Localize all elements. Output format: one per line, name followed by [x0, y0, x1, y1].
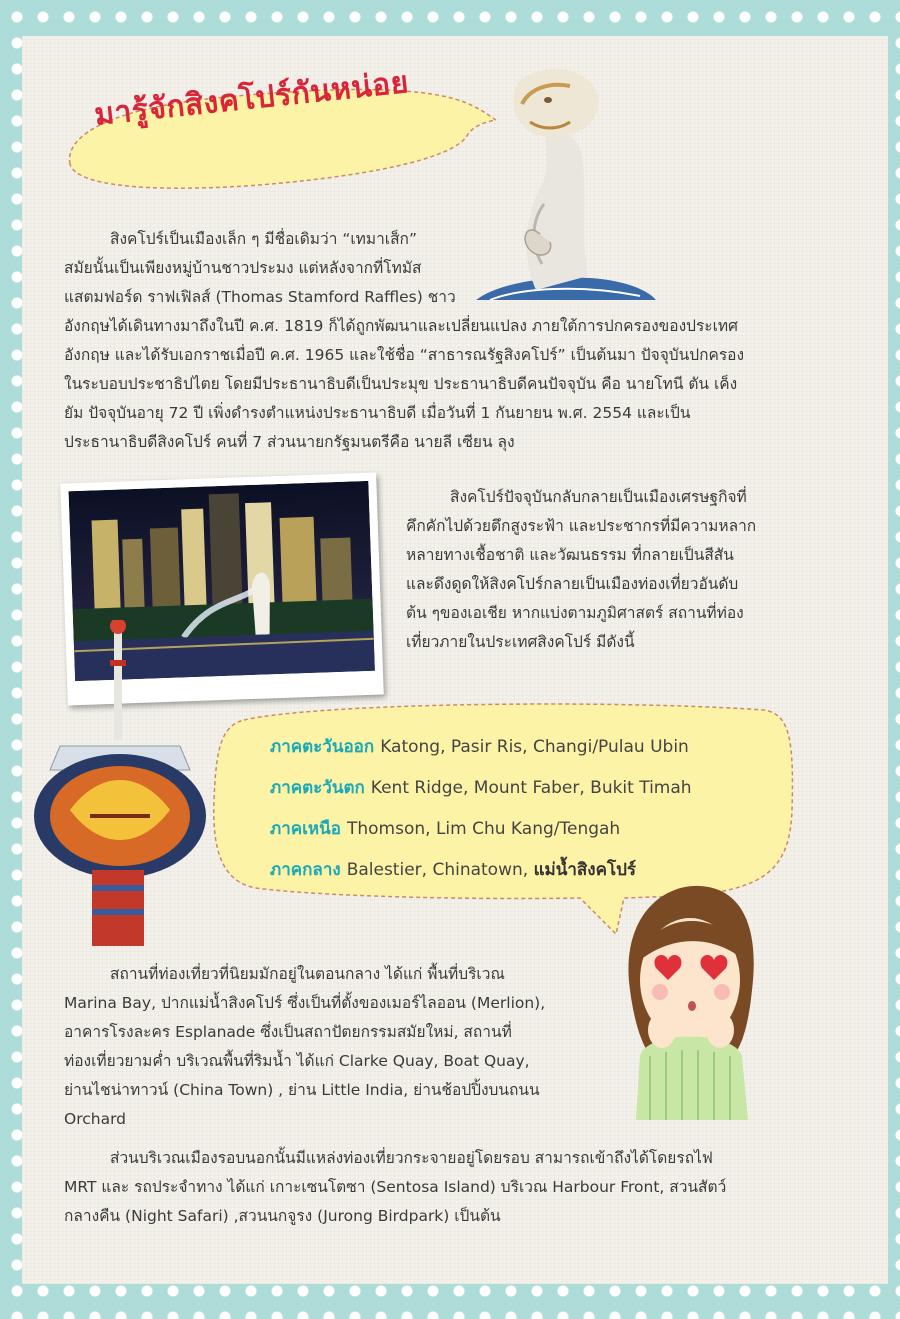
economy-line-3: หลายทางเชื้อชาติ และวัฒนธรรม ที่กลายเป็นสีสัน [406, 546, 734, 564]
region-central [270, 856, 636, 883]
intro-line-5: อังกฤษ และได้รับเอกราชเมื่อปี ค.ศ. 1965 และใช้ชื่อ “สาธารณรัฐสิงคโปร์” เป็นต้นมา ปัจจุบันปกครอง [64, 346, 745, 364]
central-line-5: ย่านไชน่าทาวน์ (China Town) , ย่าน Little India, ย่านช้อปปิ้งบนถนน [64, 1081, 540, 1099]
outer-line-2: MRT และ รถประจำทาง ได้แก่ เกาะเซนโตซา (Sentosa Island) บริเวณ Harbour Front, สวนสัตว์ [64, 1178, 727, 1196]
outer-line-1: ส่วนบริเวณเมืองรอบนอกนั้นมีแหล่งท่องเที่ยวกระจายอยู่โดยรอบ สามารถเข้าถึงได้โดยรถไฟ [110, 1149, 713, 1167]
central-line-4: ท่องเที่ยวยามค่ำ บริเวณพื้นที่ริมน้ำ ได้แก่ Clarke Quay, Boat Quay, [64, 1052, 530, 1070]
region-east [270, 733, 689, 760]
intro-line-8: ประธานาธิบดีสิงคโปร์ คนที่ 7 ส่วนนายกรัฐมนตรีคือ นายลี เซียน ลุง [64, 433, 515, 451]
intro-line-1: สิงคโปร์เป็นเมืองเล็ก ๆ มีชื่อเดิมว่า “เทมาเส็ก” [110, 230, 417, 248]
central-line-1: สถานที่ท่องเที่ยวที่นิยมมักอยู่ในตอนกลาง ได้แก่ พื้นที่บริเวณ [110, 965, 505, 983]
cartoon-girl-image [620, 880, 760, 1120]
region-east-places: Katong, Pasir Ris, Changi/Pulau Ubin [380, 737, 689, 757]
outer-line-3: กลางคืน (Night Safari) ,สวนนกจูรง (Jurong Birdpark) เป็นต้น [64, 1207, 501, 1225]
region-central-places: Balestier, Chinatown, [346, 860, 529, 880]
region-west-name: ภาคตะวันตก [270, 778, 365, 798]
page-title: มารู้จักสิงคโปร์กันหน่อย [92, 64, 411, 133]
region-central-river: แม่น้ำสิงคโปร์ [533, 860, 637, 880]
intro-line-6: ในระบอบประชาธิปไตย โดยมีประธานาธิบดีเป็นประมุข ประธานาธิบดีคนปัจจุบัน คือ นายโทนี ตัน เค็ง [64, 375, 738, 393]
sky-tower-image [30, 620, 220, 946]
region-east-name: ภาคตะวันออก [270, 737, 375, 757]
region-north-places: Thomson, Lim Chu Kang/Tengah [346, 819, 621, 839]
intro-line-3: แสตมฟอร์ด ราฟเฟิลส์ (Thomas Stamford Raffles) ชาว [64, 288, 456, 306]
economy-line-1: สิงคโปร์ปัจจุบันกลับกลายเป็นเมืองเศรษฐกิจที่ [450, 488, 747, 506]
merlion-statue-image [470, 64, 660, 304]
region-north [270, 815, 620, 842]
economy-line-6: เที่ยวภายในประเทศสิงคโปร์ มีดังนี้ [406, 633, 635, 651]
economy-line-4: และดึงดูดให้สิงคโปร์กลายเป็นเมืองท่องเที่ยวอันดับ [406, 575, 739, 593]
central-line-6: Orchard [64, 1110, 127, 1128]
economy-line-5: ต้น ๆของเอเชีย หากแบ่งตามภูมิศาสตร์ สถานที่ท่อง [406, 604, 744, 622]
central-line-3: อาคารโรงละคร Esplanade ซึ่งเป็นสถาปัตยกรรมสมัยใหม่, สถานที่ [64, 1023, 512, 1041]
region-west [270, 774, 692, 801]
region-west-places: Kent Ridge, Mount Faber, Bukit Timah [370, 778, 692, 798]
economy-line-2: คึกคักไปด้วยตึกสูงระฟ้า และประชากรที่มีความหลาก [406, 517, 757, 535]
central-line-2: Marina Bay, ปากแม่น้ำสิงคโปร์ ซึ่งเป็นที่ตั้งของเมอร์ไลออน (Merlion), [64, 994, 546, 1012]
region-central-name: ภาคกลาง [270, 860, 341, 880]
intro-line-7: ยัม ปัจจุบันอายุ 72 ปี เพิ่งดำรงตำแหน่งประธานาธิบดี เมื่อวันที่ 1 กันยายน พ.ศ. 2554 และเป็น [64, 404, 691, 422]
intro-line-4: อังกฤษได้เดินทางมาถึงในปี ค.ศ. 1819 ก็ได้ถูกพัฒนาและเปลี่ยนแปลง ภายใต้การปกครองของประเทศ [64, 317, 738, 335]
intro-line-2: สมัยนั้นเป็นเพียงหมู่บ้านชาวประมง แต่หลังจากที่โทมัส [64, 259, 422, 277]
region-north-name: ภาคเหนือ [270, 819, 341, 839]
